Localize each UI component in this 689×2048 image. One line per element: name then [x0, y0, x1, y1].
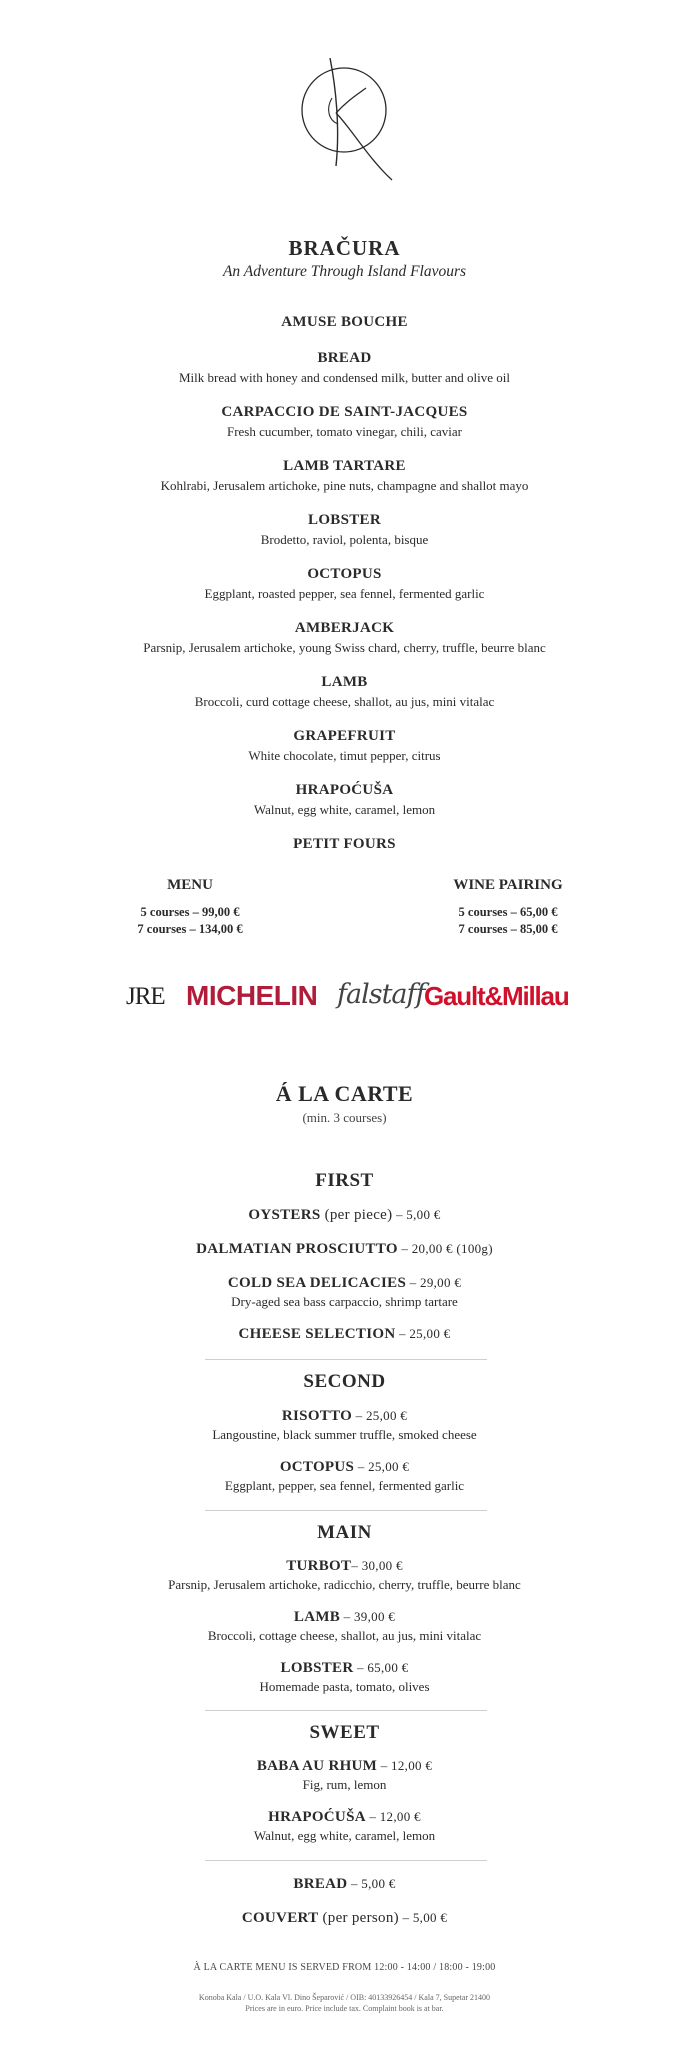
course-description: Brodetto, raviol, polenta, bisque — [260, 532, 429, 547]
course-description: Walnut, egg white, caramel, lemon — [253, 802, 436, 817]
item-name: OCTOPUS — [279, 1459, 355, 1475]
item-name: OYSTERS — [248, 1207, 321, 1223]
item-price: – 5,00 € — [347, 1876, 396, 1891]
menu-item — [0, 1876, 689, 1893]
jre-logo: JRE — [126, 983, 165, 1010]
item-price: – 12,00 € — [377, 1758, 433, 1773]
section-divider — [205, 1710, 487, 1711]
item-name: HRAPOĆUŠA — [268, 1809, 366, 1825]
item-price: – 29,00 € — [406, 1275, 462, 1290]
item-price: – 25,00 € — [352, 1408, 408, 1423]
alacarte-note: (min. 3 courses) — [302, 1110, 387, 1125]
tasting-menu-subtitle: An Adventure Through Island Flavours — [222, 263, 467, 280]
item-price: – 25,00 € — [354, 1459, 410, 1474]
item-name: CHEESE SELECTION — [238, 1326, 396, 1342]
menu-item — [0, 1910, 689, 1927]
menu-item — [0, 1558, 689, 1575]
menu-item — [0, 1326, 689, 1343]
item-description: Fig, rum, lemon — [302, 1777, 387, 1792]
section-divider — [205, 1860, 487, 1861]
section-divider — [205, 1510, 487, 1511]
menu-item — [0, 1207, 689, 1224]
item-name: LAMB — [293, 1609, 341, 1625]
menu-item — [0, 1758, 689, 1775]
course-name: LAMB — [321, 674, 368, 690]
section-heading: MAIN — [317, 1522, 372, 1543]
alacarte-title: Á LA CARTE — [275, 1081, 414, 1106]
course-name: BREAD — [317, 350, 372, 366]
item-description: Eggplant, pepper, sea fennel, fermented garlic — [224, 1478, 465, 1493]
menu-item — [0, 1809, 689, 1826]
menu-item — [0, 1241, 689, 1258]
restaurant-logo-icon — [296, 58, 396, 184]
section-divider — [205, 1359, 487, 1360]
item-name: BREAD — [293, 1876, 348, 1892]
section-heading: FIRST — [315, 1170, 374, 1191]
course-name: GRAPEFRUIT — [293, 728, 396, 744]
falstaff-logo: falstaff — [337, 979, 425, 1010]
course-description: Fresh cucumber, tomato vinegar, chili, caviar — [226, 424, 463, 439]
gault-millau-logo: Gault&Millau — [424, 981, 569, 1011]
price-note: Prices are in euro. Price include tax. Complaint book is at bar. — [245, 2004, 444, 2013]
item-price: – 65,00 € — [353, 1660, 409, 1675]
item-name: BABA AU RHUM — [256, 1758, 378, 1774]
item-description: Dry-aged sea bass carpaccio, shrimp tartare — [231, 1294, 458, 1309]
item-price: – 30,00 € — [351, 1558, 403, 1573]
course-name: LOBSTER — [308, 512, 381, 528]
item-qualifier: (per person) — [318, 1910, 399, 1926]
item-price: – 5,00 € — [398, 1910, 448, 1925]
legal-info: Konoba Kala / U.O. Kala Vl. Dino Šeparović / OIB: 40133926454 / Kala 7, Supetar 21400 — [198, 1993, 491, 2002]
menu-item — [0, 1275, 689, 1292]
course-description: Broccoli, curd cottage cheese, shallot, au jus, mini vitalac — [194, 694, 495, 709]
item-description: Broccoli, cottage cheese, shallot, au jus, mini vitalac — [207, 1628, 482, 1643]
item-price: – 12,00 € — [365, 1809, 421, 1824]
course-description: Parsnip, Jerusalem artichoke, young Swiss chard, cherry, truffle, beurre blanc — [143, 640, 546, 655]
menu-item — [0, 1459, 689, 1476]
course-name: CARPACCIO DE SAINT-JACQUES — [221, 404, 468, 420]
item-description: Walnut, egg white, caramel, lemon — [253, 1828, 436, 1843]
menu-price-heading: MENU — [167, 877, 213, 893]
course-name: AMBERJACK — [294, 620, 395, 636]
item-description: Langoustine, black summer truffle, smoked cheese — [212, 1427, 477, 1442]
course-description: Kohlrabi, Jerusalem artichoke, pine nuts, champagne and shallot mayo — [160, 478, 529, 493]
menu-price-7: 7 courses – 134,00 € — [137, 922, 243, 936]
item-price: – 39,00 € — [340, 1609, 396, 1624]
item-name: RISOTTO — [281, 1408, 353, 1424]
wine-price-7: 7 courses – 85,00 € — [458, 922, 558, 936]
menu-item — [0, 1660, 689, 1677]
course-description: Milk bread with honey and condensed milk, butter and olive oil — [178, 370, 511, 385]
section-heading: SWEET — [309, 1722, 380, 1743]
item-price: – 25,00 € — [395, 1326, 451, 1341]
course-name: PETIT FOURS — [293, 836, 396, 852]
item-name: COUVERT — [241, 1910, 319, 1926]
michelin-logo: MICHELIN — [186, 980, 318, 1011]
item-qualifier: (per piece) — [320, 1207, 393, 1223]
wine-price-5: 5 courses – 65,00 € — [458, 905, 558, 919]
item-name: TURBOT — [286, 1558, 352, 1574]
item-name: DALMATIAN PROSCIUTTO — [196, 1241, 398, 1257]
wine-pairing-heading: WINE PAIRING — [453, 877, 563, 893]
section-heading: SECOND — [303, 1371, 386, 1392]
serving-hours: À LA CARTE MENU IS SERVED FROM 12:00 - 14:00 / 18:00 - 19:00 — [193, 1962, 496, 1973]
item-price: – 5,00 € — [392, 1207, 441, 1222]
course-name: OCTOPUS — [307, 566, 382, 582]
course-name: AMUSE BOUCHE — [281, 314, 408, 330]
tasting-menu-title: BRAČURA — [288, 236, 401, 260]
menu-item — [0, 1609, 689, 1626]
item-description: Homemade pasta, tomato, olives — [259, 1679, 430, 1694]
item-name: LOBSTER — [280, 1660, 354, 1676]
menu-price-5: 5 courses – 99,00 € — [140, 905, 240, 919]
item-price: – 20,00 € (100g) — [397, 1241, 493, 1256]
course-description: Eggplant, roasted pepper, sea fennel, fermented garlic — [204, 586, 485, 601]
item-description: Parsnip, Jerusalem artichoke, radicchio, cherry, truffle, beurre blanc — [168, 1577, 521, 1592]
menu-item — [0, 1408, 689, 1425]
course-description: White chocolate, timut pepper, citrus — [248, 748, 441, 763]
course-name: LAMB TARTARE — [283, 458, 406, 474]
course-name: HRAPOĆUŠA — [295, 782, 394, 798]
item-name: COLD SEA DELICACIES — [227, 1275, 407, 1291]
